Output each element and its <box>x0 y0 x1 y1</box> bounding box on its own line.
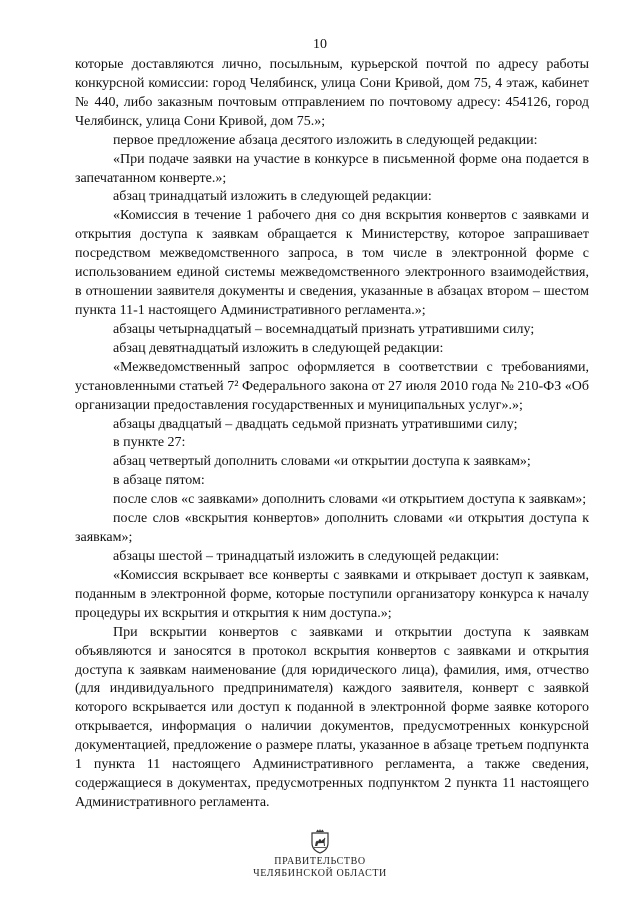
paragraph: в абзаце пятом: <box>113 473 205 489</box>
paragraph: абзац тринадцатый изложить в следующей редакции: <box>113 189 432 205</box>
paragraph: абзац четвертый дополнить словами «и открытии доступа к заявкам»; <box>113 454 531 470</box>
footer-region: ЧЕЛЯБИНСКОЙ ОБЛАСТИ <box>253 868 387 879</box>
paragraph: абзацы шестой – тринадцатый изложить в следующей редакции: <box>113 548 500 564</box>
paragraph: «Комиссия в течение 1 рабочего дня со дня вскрытия конвертов с заявками и открытия доступа к заявкам обращается к Министерству, которое запрашивает посредством межведомственного запроса, в том числе в электронной форме с использованием единой системы межведомственного электронного взаимодействия, в отношении заявителя документы и сведения, указанные в абзацах втором – шестом пункта 11-1 настоящего Административного регламента.»; <box>75 208 589 318</box>
paragraph: первое предложение абзаца десятого изложить в следующей редакции: <box>113 132 538 148</box>
footer-government: ПРАВИТЕЛЬСТВО <box>274 856 366 867</box>
paragraph: «При подаче заявки на участие в конкурсе в письменной форме она подается в запечатанном конверте.»; <box>75 151 589 186</box>
paragraph: после слов «вскрытия конвертов» дополнить словами «и открытия доступа к заявкам»; <box>75 511 589 546</box>
paragraph-continuation: которые доставляются лично, посыльным, курьерской почтой по адресу работы конкурсной комиссии: город Челябинск, улица Сони Кривой, дом 75, 4 этаж, кабинет № 440, либо заказным почтовым отправлением по почтовому адресу: 454126, город Челябинск, улица Сони Кривой, дом 75.»; <box>75 57 589 129</box>
footer <box>0 828 640 880</box>
paragraph: в пункте 27: <box>113 435 186 451</box>
document-body <box>75 56 589 813</box>
paragraph: после слов «с заявками» дополнить словами «и открытием доступа к заявкам»; <box>113 492 587 508</box>
paragraph: абзац девятнадцатый изложить в следующей редакции: <box>113 340 444 356</box>
paragraph: «Комиссия вскрывает все конверты с заявками и открывает доступ к заявкам, поданным в электронной форме, которые поступили организатору конкурса к началу процедуры их вскрытия и открытия к ним доступа.»; <box>75 567 589 621</box>
paragraph: абзацы двадцатый – двадцать седьмой признать утратившими силу; <box>113 416 518 432</box>
page-number: 10 <box>313 37 327 52</box>
paragraph: абзацы четырнадцатый – восемнадцатый признать утратившими силу; <box>113 321 535 337</box>
paragraph: При вскрытии конвертов с заявками и открытии доступа к заявкам объявляются и заносятся в протокол вскрытия конвертов с заявками и открытия доступа к заявкам наименование (для юридического лица), фамилия, имя, отчество (для индивидуального предпринимателя) каждого заявителя, конверт с заявкой которого вскрывается или доступ к поданной в электронной форме заявке которого открывается, информация о наличии документов, предусмотренных конкурсной документацией, предложение о размере платы, указанное в абзаце третьем подпункта 1 пункта 11 настоящего Административного регламента, а также сведения, содержащиеся в документах, предусмотренных подпунктом 2 пункта 11 настоящего Административного регламента. <box>75 624 589 810</box>
coat-of-arms-icon <box>309 828 331 854</box>
paragraph: «Межведомственный запрос оформляется в соответствии с требованиями, установленными статьей 7² Федерального закона от 27 июля 2010 года № 210-ФЗ «Об организации предоставления государственных и муниципальных услуг».»; <box>75 359 589 413</box>
